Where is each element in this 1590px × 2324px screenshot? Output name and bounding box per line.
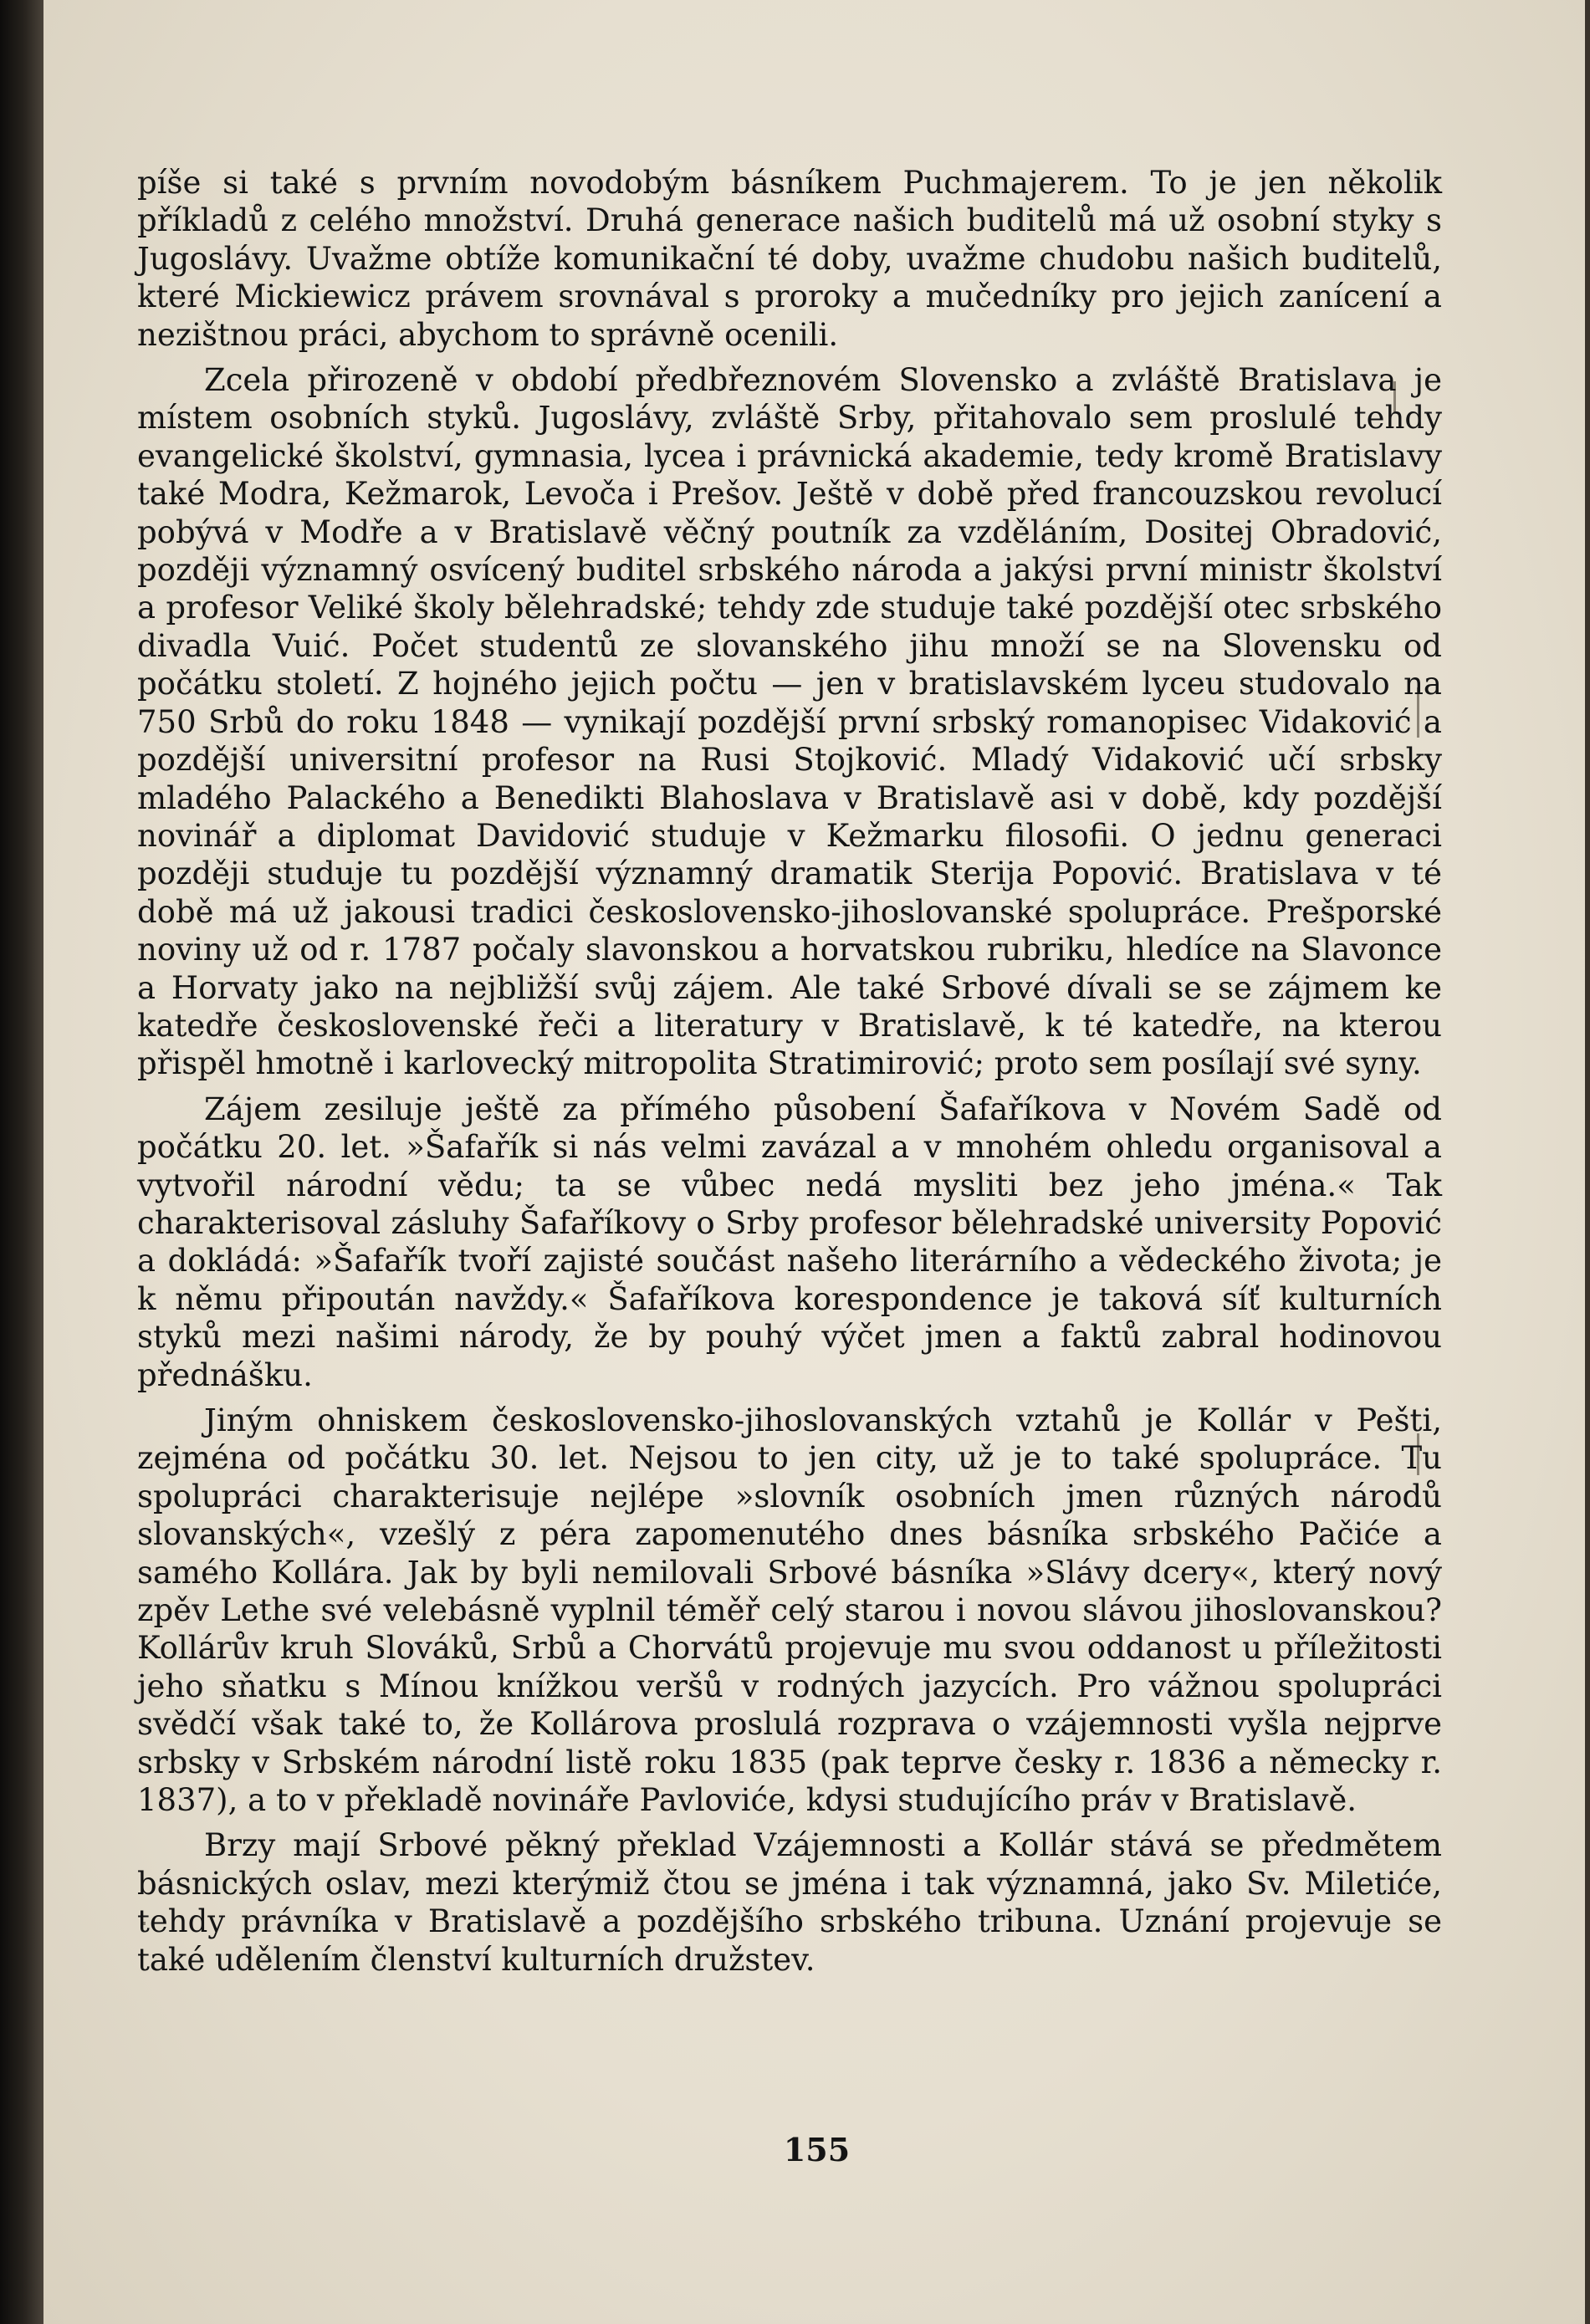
page-number: 155 bbox=[783, 2131, 851, 2168]
paragraph-1: píše si také s prvním novodobým básníkem Puchmajerem. To je jen několik příkladů z celého množství. Druhá generace našich buditelů má už osobní styky s Jugoslávy. Uvažme obtíže komunikační té doby, uvažme chudobu našich buditelů, které Mickiewicz právem srovnával s proroky a mučedníky pro jejich zanícení a nezištnou práci, abychom to správně ocenili. bbox=[137, 165, 1442, 353]
page-right-edge bbox=[1585, 0, 1590, 2324]
body-text bbox=[137, 164, 1442, 1986]
paragraph-2: Zcela přirozeně v období předbřeznovém Slovensko a zvláště Bratislava je místem osobních styků. Jugoslávy, zvláště Srby, přitahovalo sem proslulé tehdy evangelické školství, gymnasia, lycea i právnická akademie, tedy kromě Bratislavy také Modra, Kežmarok, Levoča i Prešov. Ještě v době před francouzskou revolucí pobývá v Modře a v Bratislavě věčný poutník za vzděláním, Dositej Obradović, později významný osvícený buditel srbského národa a jakýsi první ministr školství a profesor Veliké školy bělehradské; tehdy zde studuje také pozdější otec srbského divadla Vuić. Počet studentů ze slovanského jihu množí se na Slovensku od počátku století. Z hojného jejich počtu — jen v bratislavském lyceu studovalo na 750 Srbů do roku 1848 — vynikají pozdější první srbský romanopisec Vidaković a pozdější universitní profesor na Rusi Stojković. Mladý Vidaković učí srbsky mladého Palackého a Benedikti Blahoslava v Bratislavě asi v době, kdy pozdější novinář a diplomat Davidović studuje v Kežmarku filosofii. O jednu generaci později studuje tu pozdější významný dramatik Sterija Popović. Bratislava v té době má už jakousi tradici československo-jihoslovanské spolupráce. Prešporské noviny už od r. 1787 počaly slavonskou a horvatskou rubriku, hledíce na Slavonce a Horvaty jako na nejbližší svůj zájem. Ale také Srbové dívali se se zájmem ke katedře československé řeči a literatury v Bratislavě, k té katedře, na kterou přispěl hmotně i karlovecký mitropolita Stratimirović; proto sem posílají své syny. bbox=[137, 362, 1442, 1082]
paragraph-5: Brzy mají Srbové pěkný překlad Vzájemnosti a Kollár stává se předmětem básnických oslav, mezi kterýmiž čtou se jména i tak významná, jako Sv. Miletiće, tehdy právníka v Bratislavě a pozdějšího srbského tribuna. Uznání projevuje se také udělením členství kulturních družstev. bbox=[137, 1827, 1442, 1978]
paragraph-3: Zájem zesiluje ještě za přímého působení Šafaříkova v Novém Sadě od počátku 20. let. »Šafařík si nás velmi zavázal a v mnohém ohledu organisoval a vytvořil národní vědu; ta se vůbec nedá mysliti bez jeho jména.« Tak charakterisoval zásluhy Šafaříkovy o Srby profesor bělehradské university Popović a dokládá: »Šafařík tvoří zajisté součást našeho literárního a vědeckého života; je k němu připoután navždy.« Šafaříkova korespondence je taková síť kulturních styků mezi našimi národy, že by pouhý výčet jmen a faktů zabral hodinovou přednášku. bbox=[137, 1090, 1442, 1393]
paragraph-4: Jiným ohniskem československo-jihoslovanských vztahů je Kollár v Pešti, zejména od počátku 30. let. Nejsou to jen city, už je to také spolupráce. Tu spolupráci charakterisuje nejlépe »slovník osobních jmen různých národů slovanských«, vzešlý z péra zapomenutého dnes básníka srbského Pačiće a samého Kollára. Jak by byli nemilovali Srbové básníka »Slávy dcery«, který nový zpěv Lethe své velebásně vyplnil téměř celý starou i novou slávou jihoslovanskou? Kollárův kruh Slováků, Srbů a Chorvátů projevuje mu svou oddanost u příležitosti jeho sňatku s Mínou knížkou veršů v rodných jazycích. Pro vážnou spolupráci svědčí však také to, že Kollárova proslulá rozprava o vzájemnosti vyšla nejprve srbsky v Srbském národní listě roku 1835 (pak teprve česky r. 1836 a německy r. 1837), a to v překladě novináře Pavloviće, kdysi studujícího práv v Bratislavě. bbox=[137, 1402, 1442, 1819]
book-page bbox=[43, 0, 1590, 2324]
book-binding-shadow bbox=[0, 0, 43, 2324]
